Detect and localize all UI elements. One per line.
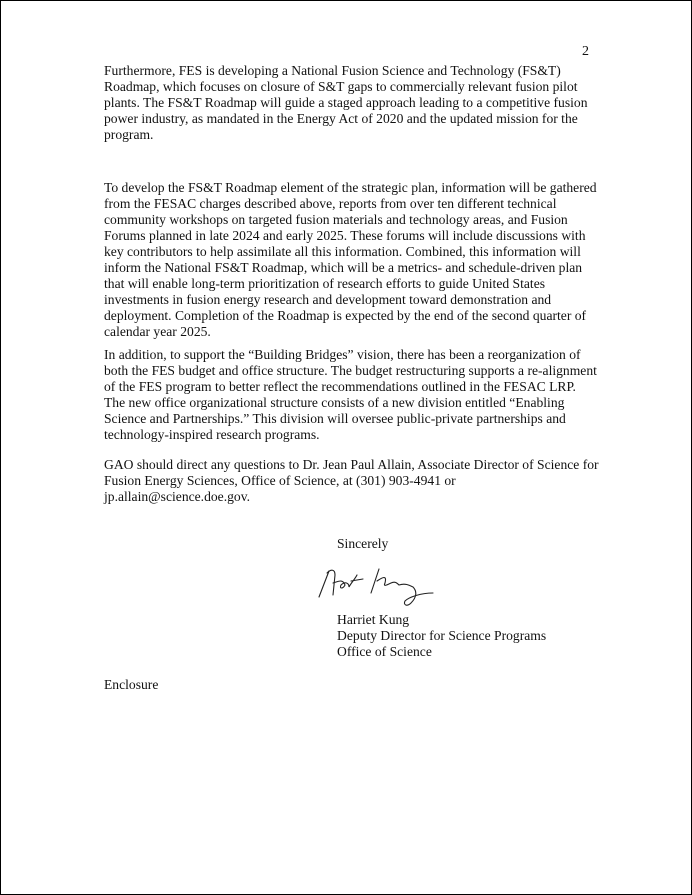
paragraph-roadmap-development: To develop the FS&T Roadmap element of the strategic plan, information will be gathered from the FESAC charges described above, reports from over ten different technical community workshops on targeted fusion materials and technology areas, and Fusion Forums planned in late 2024 and early 2025. These forums will include discussions with key contributors to help assimilate all this information. Combined, this information will inform the National FS&T Roadmap, which will be a metrics- and schedule-driven plan that will enable long-term prioritization of research efforts to guide United States investments in fusion energy research and development toward demonstration and deployment. Completion of the Roadmap is expected by the end of the second quarter of calendar year 2025. [104, 180, 597, 339]
signature-block [337, 612, 546, 660]
enclosure-note: Enclosure [104, 677, 159, 692]
signer-name: Harriet Kung [337, 612, 410, 627]
signature-icon [313, 561, 443, 611]
page-number: 2 [582, 44, 589, 59]
signer-office: Office of Science [337, 644, 432, 659]
paragraph-roadmap-intro: Furthermore, FES is developing a National Fusion Science and Technology (FS&T) Roadmap, which focuses on closure of S&T gaps to commercially relevant fusion pilot plants. The FS&T Roadmap will guide a staged approach leading to a competitive fusion power industry, as mandated in the Energy Act of 2020 and the updated mission for the program. [104, 63, 588, 142]
paragraph-contact: GAO should direct any questions to Dr. Jean Paul Allain, Associate Director of Science for Fusion Energy Sciences, Office of Science, at (301) 903-4941 or jp.allain@science.doe.gov. [104, 457, 599, 504]
signer-title: Deputy Director for Science Programs [337, 628, 547, 643]
paragraph-reorganization: In addition, to support the “Building Bridges” vision, there has been a reorganization of both the FES budget and office structure. The budget restructuring supports a re-alignment of the FES program to better reflect the recommendations outlined in the FESAC LRP. The new office organizational structure consists of a new division entitled “Enabling Science and Partnerships.” This division will oversee public-private partnerships and technology-inspired research programs. [104, 347, 597, 442]
closing-salutation: Sincerely [337, 536, 389, 551]
